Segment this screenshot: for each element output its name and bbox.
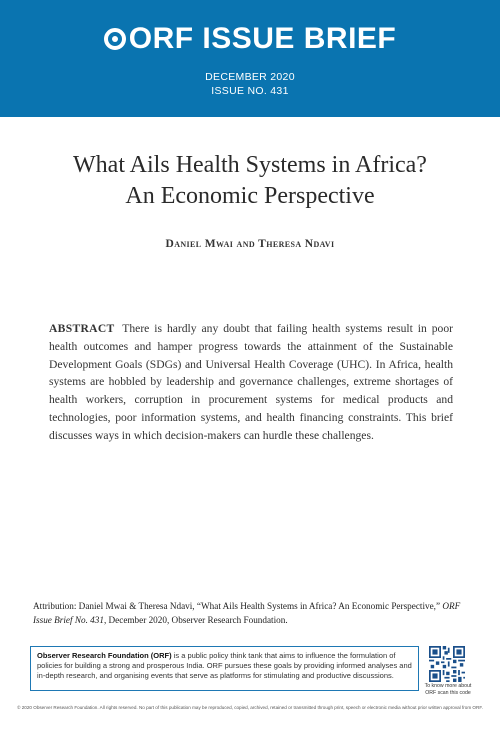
abstract: [49, 320, 453, 445]
brand-title: [0, 24, 500, 54]
orf-about-box: [30, 646, 419, 691]
abstract-label: ABSTRACT: [49, 322, 115, 335]
orf-logo-icon: [104, 28, 126, 50]
attribution-prefix: Attribution: Daniel Mwai & Theresa Ndavi, “What Ails Health Systems in Africa? An Economic Perspective,”: [33, 601, 441, 611]
qr-caption-line-2: ORF scan this code: [425, 689, 471, 696]
orf-description: is a public policy think tank that aims to influence the formulation of policies for building a strong and prosperous India. ORF pursues these goals by providing informed analyses and in-depth research, and organising events that serve as platforms for stimulating and productive discussions.: [37, 651, 412, 680]
orf-name: Observer Research Foundation (ORF): [37, 651, 172, 660]
qr-caption-line-1: To know more about: [424, 683, 472, 689]
header-banner: [0, 0, 500, 117]
issue-number: ISSUE NO. 431: [211, 85, 289, 97]
title-line-1: What Ails Health Systems in Africa?: [73, 152, 427, 178]
abstract-text: There is hardly any doubt that failing health systems result in poor health outcomes and hamper progress towards the attainment of the Sustainable Development Goals (SDGs) and Universal Health Coverage (UHC). In Africa, health systems are hobbled by leadership and governance challenges, extreme shortages of health workers, corruption in procurement systems for medical products and technologies, poor information systems, and health financing constraints. This brief discusses ways in which decision-makers can hurdle these challenges.: [49, 322, 453, 442]
attribution: [33, 600, 473, 627]
qr-caption: [418, 683, 478, 696]
attribution-italic: ORF Issue Brief No. 431: [33, 601, 461, 625]
copyright-notice: © 2020 Observer Research Foundation. All rights reserved. No part of this publication may be reproduced, copied, archived, retained or transmitted through print, speech or electronic media without prior written approval from ORF.: [17, 705, 483, 710]
title-line-2: An Economic Perspective: [125, 183, 375, 209]
issue-date: DECEMBER 2020: [205, 71, 295, 83]
authors: Daniel Mwai and Theresa Ndavi: [165, 238, 335, 250]
attribution-suffix: , December 2020, Observer Research Foundation.: [103, 614, 288, 625]
page-title: [30, 150, 470, 212]
brand-text: ORF ISSUE BRIEF: [128, 22, 397, 55]
qr-code-icon[interactable]: [429, 646, 465, 682]
